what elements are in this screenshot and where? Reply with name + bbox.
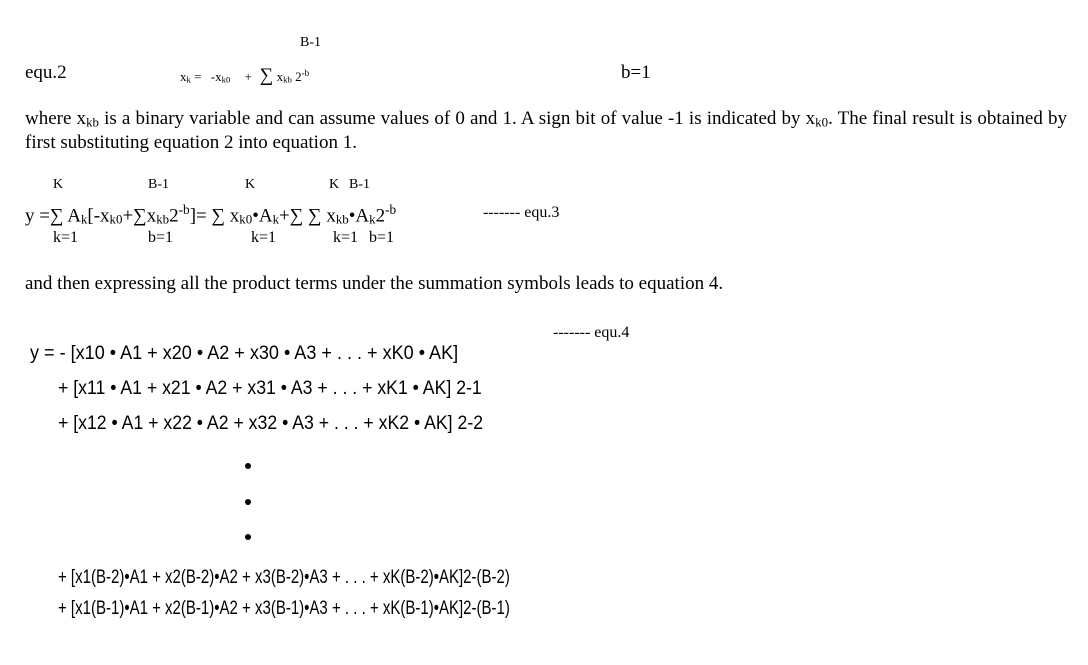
ellipsis-dot (245, 534, 251, 540)
eq2-lower-limit: b=1 (621, 62, 651, 83)
eq3-label: ------- equ.3 (483, 204, 560, 221)
eq3-upper-limit: K (245, 177, 256, 192)
eq3-lower-limit: k=1 (251, 229, 277, 246)
paragraph-substitution: where xkb is a binary variable and can assume values of 0 and 1. A sign bit of value -1 is indicated by xk0. The final result is obtained by first substituting equation 2 into equation 1. (25, 108, 1068, 154)
ellipsis-dot (245, 499, 251, 505)
eq2-formula: xk = -xk0 + ∑ xkb $2^{-b}$ (180, 65, 310, 86)
eq2-label: equ.2 (25, 62, 67, 83)
eq3-upper-limit: K (53, 177, 64, 192)
ellipsis-dot (245, 463, 251, 469)
eq3-upper-limit: K (329, 177, 340, 192)
eq4-line-3: + [x12 • A1 + x22 • A2 + x32 • A3 + . . . + xK2 • AK] 2-2 (58, 413, 484, 434)
eq2-upper-limit: B-1 (300, 35, 321, 50)
eq3-body: y =∑ $Ak[-xk0+\sum xkb2^{-b}]=$ ∑ xk0•Ak+∑ ∑ $xkb•Ak2^{-b}$ (25, 202, 397, 227)
eq3-lower-limit: k=1 (53, 229, 79, 246)
eq3-lower-limit: b=1 (369, 229, 395, 246)
eq3-upper-limit: B-1 (148, 177, 169, 192)
eq3-upper-limit: B-1 (349, 177, 370, 192)
eq3-lower-limit: k=1 (333, 229, 359, 246)
eq4-label: ------- equ.4 (553, 324, 630, 341)
paragraph-expansion: and then expressing all the product terms under the summation symbols leads to equation 4. (25, 273, 724, 294)
eq4-line-1: y = - [x10 • A1 + x20 • A2 + x30 • A3 + . . . + xK0 • AK] (30, 343, 459, 364)
eq3-lower-limit: b=1 (148, 229, 174, 246)
eq4-line-5: + [x1(B-1)•A1 + x2(B-1)•A2 + x3(B-1)•A3 + . . . + xK(B-1)•AK]2-(B-1) (58, 598, 510, 619)
eq4-line-4: + [x1(B-2)•A1 + x2(B-2)•A2 + x3(B-2)•A3 + . . . + xK(B-2)•AK]2-(B-2) (58, 567, 510, 588)
eq4-line-2: + [x11 • A1 + x21 • A2 + x31 • A3 + . . . + xK1 • AK] 2-1 (58, 378, 482, 399)
